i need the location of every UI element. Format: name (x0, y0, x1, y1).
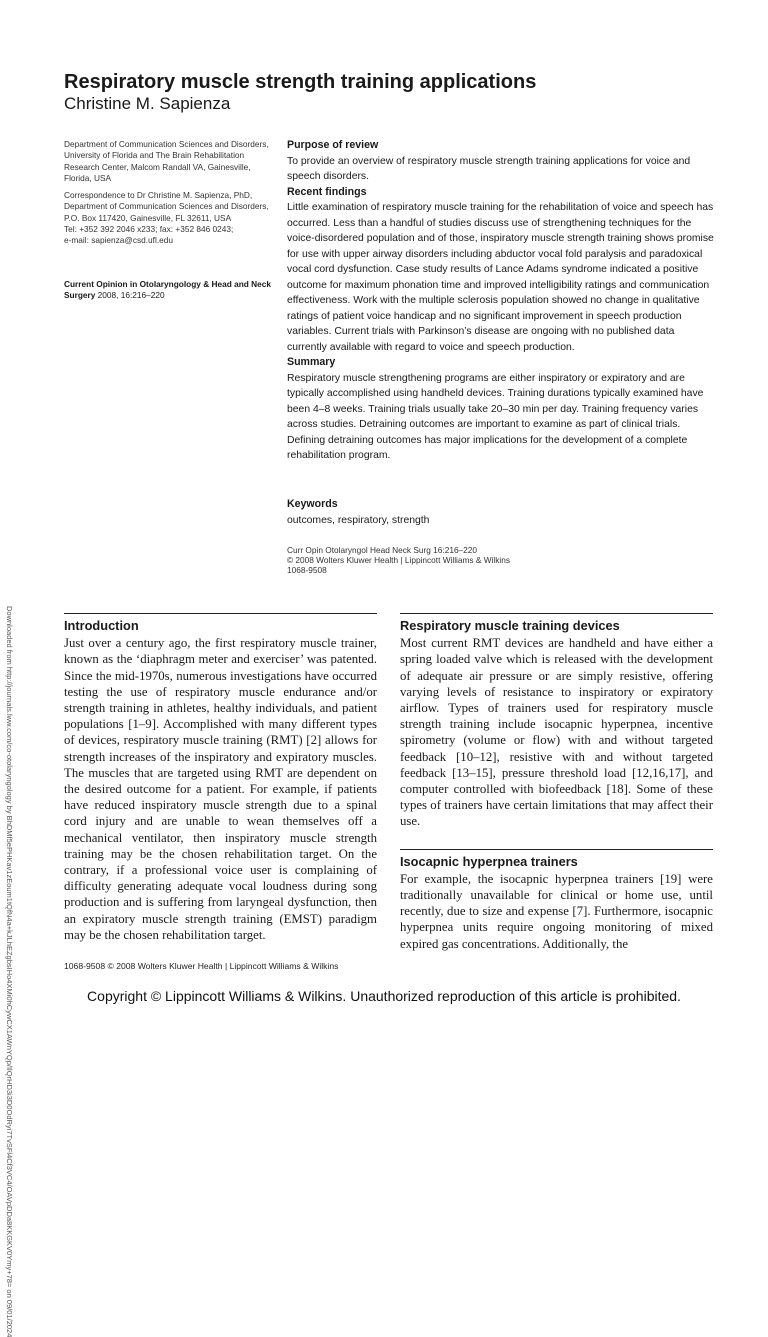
keywords (287, 497, 717, 528)
correspondence-phone: Tel: +352 392 2046 x233; fax: +352 846 0243; (64, 223, 234, 234)
copyright-notice: Copyright © Lippincott Williams & Wilkins. Unauthorized reproduction of this article is prohibited. (87, 988, 681, 1004)
abstract (287, 138, 717, 464)
affiliation-department (64, 139, 279, 184)
journal-volume: 2008, 16:216–220 (95, 290, 165, 301)
department-text: Department of Communication Sciences and Disorders, University of Florida and The Brain Rehabilitation Research Center, Malcom Randall VA, Gainesville, Florida, USA (64, 139, 269, 183)
download-notice: Downloaded from http://journals.lww.com/co-otolaryngology by BhDMf5ePHKav1zEoum1tQfN4a+kJLhEZgbsIHo4XMi0hCywCX1AWnYQp/IlQrHD3i3D0OdRyi7TvSFl4Cf3VC4/OAVpDDa8KKGKV0Ymy+78= on 09/01/2024 (5, 606, 14, 1337)
correspondence-email: e-mail: sapienza@csd.ufl.edu (64, 235, 173, 246)
findings-heading: Recent findings (287, 185, 367, 198)
correspondence-address: Correspondence to Dr Christine M. Sapienza, PhD, Department of Communication Sciences and Disorders, P.O. Box 117420, Gainesville, FL 32611, USA (64, 190, 269, 223)
correspondence-block (64, 190, 279, 246)
isocapnic-heading: Isocapnic hyperpnea trainers (400, 853, 578, 869)
summary-text: Respiratory muscle strengthening programs are either inspiratory or expiratory and are typically accomplished using handheld devices. Training durations typically examined have been 4–8 weeks. Training trials usually take 20–30 min per day. Training frequency varies across studies. Detraining outcomes are important to examine as part of clinical trials. Defining detraining outcomes has major implications for the development of a complete rehabilitation program. (287, 372, 704, 461)
introduction-text: Just over a century ago, the first respiratory muscle trainer, known as the ‘diaphragm meter and exerciser’ was patented. Since the mid-1970s, numerous investigations have occurred testing the use of respiratory muscle endurance and/or strength training in athletes, healthy individuals, and patient populations [1–9]. Accomplished with many different types of devices, respiratory muscle training (RMT) [2] allows for strength increases of the inspiratory and expiratory muscles. The muscles that are targeted using RMT are dependent on the desired outcome for a patient. For example, if patients have reduced inspiratory muscle strength due to a spinal cord injury and are unable to wean themselves off a mechanical ventilator, then inspiratory muscle strength training may be the chosen rehabilitation target. On the contrary, if a professional voice user is complaining of difficulty generating adequate vocal loudness during song production and is suffering from laryngeal dysfunction, then an expiratory muscle strength training (EMST) paradigm may be the chosen rehabilitation target. (64, 636, 377, 942)
keywords-text: outcomes, respiratory, strength (287, 514, 430, 526)
journal-name: Current Opinion in Otolaryngology & Head and Neck Surgery (64, 279, 271, 301)
purpose-heading: Purpose of review (287, 139, 379, 151)
purpose-text: To provide an overview of respiratory muscle strength training applications for voice and speech disorders. (287, 155, 691, 182)
isocapnic-section (400, 849, 713, 952)
keywords-heading: Keywords (287, 498, 338, 510)
left-column (64, 613, 377, 943)
right-column (400, 613, 713, 952)
introduction-heading: Introduction (64, 618, 139, 633)
citation-issn: 1068-9508 (287, 565, 327, 576)
citation-copyright: © 2008 Wolters Kluwer Health | Lippincott Williams & Wilkins (287, 555, 510, 566)
section-divider (400, 849, 713, 850)
journal-reference (64, 279, 279, 302)
article-title: Respiratory muscle strength training applications (64, 71, 537, 93)
devices-text: Most current RMT devices are handheld and have either a spring loaded valve which is released with the development of adequate air pressure or are simply resistive, offering varying levels of resistance to inspiratory or expiratory airflow. Types of trainers used for respiratory muscle strength training include isocapnic hyperpnea, incentive spirometry (volume or flow) with and without targeted feedback [10–12], resistive with and without targeted feedback [13–15], pressure threshold load [12,16,17], and computer controlled with biofeedback [18]. Some of these types of trainers have certain limitations that may affect their use. (400, 636, 713, 829)
section-divider (64, 613, 377, 614)
author-name: Christine M. Sapienza (64, 94, 231, 113)
summary-heading: Summary (287, 356, 336, 368)
section-divider (400, 613, 713, 614)
isocapnic-text: For example, the isocapnic hyperpnea trainers [19] were traditionally unavailable for clinical or home use, until recently, due to size and expense [7]. Furthermore, isocapnic hyperpnea units require ongoing monitoring of mixed expired gas concentrations. Additionally, the (400, 871, 713, 951)
citation-block (287, 545, 510, 576)
devices-heading: Respiratory muscle training devices (400, 618, 620, 633)
page-footer: 1068-9508 © 2008 Wolters Kluwer Health | Lippincott Williams & Wilkins (64, 961, 339, 971)
findings-text: Little examination of respiratory muscle training for the rehabilitation of voice and speech has occurred. Less than a handful of studies discuss use of strengthening techniques for the voice-disordered population and of those, inspiratory muscle strength training shows promise for use with upper airway disorders including abductor vocal fold paralysis and paradoxical vocal cord dysfunction. Case study results of Lance Adams syndrome indicated a positive outcome for maximum phonation time and improved intelligibility ratings and communication effectiveness. Work with the multiple sclerosis population showed no change in qualitative ratings of patient voice handicap and no significant improvement in speech production variables. Current trials with Parkinson’s disease are ongoing with no published data currently available with regard to voice and speech production. (287, 202, 714, 353)
citation-journal: Curr Opin Otolaryngol Head Neck Surg 16:216–220 (287, 545, 478, 555)
